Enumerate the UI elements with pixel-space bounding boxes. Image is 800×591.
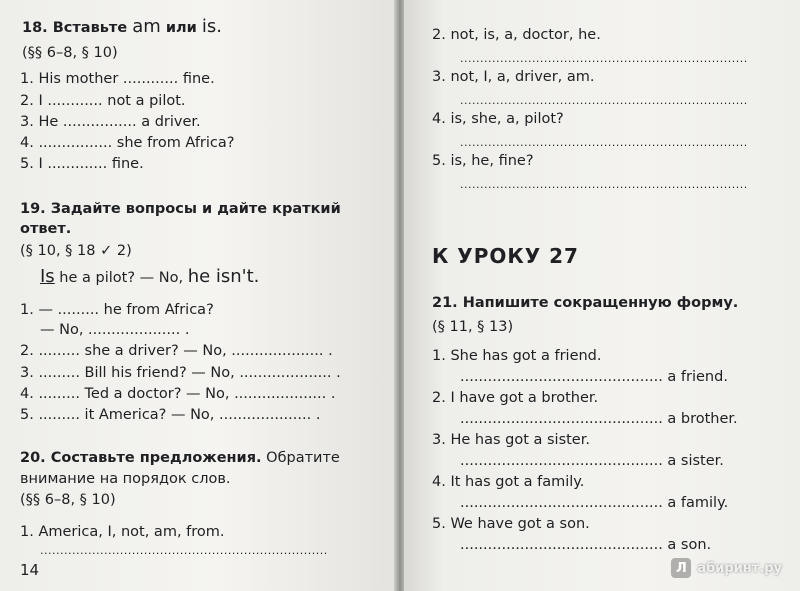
exercise-18-item: 3. He ................ a driver.	[20, 114, 201, 130]
example-question: he a pilot? — No,	[54, 270, 188, 286]
exercise-21-title: 21. Напишите сокращенную форму.	[432, 295, 739, 311]
labyrinth-logo-icon: Л	[671, 558, 691, 578]
exercise-18-title	[22, 18, 222, 37]
answer-line: ........................................................................	[40, 544, 328, 557]
exercise-20-item: 1. America, I, not, am, from.	[20, 524, 225, 540]
exercise-19-title-line2: ответ.	[20, 221, 72, 237]
left-page	[0, 0, 396, 591]
answer-line: ........................................................................	[460, 52, 748, 65]
exercise-19-item: 4. ......... Ted a doctor? — No, .................... .	[20, 386, 336, 402]
exercise-19-ref: (§ 10, § 18 ✓ 2)	[20, 243, 132, 259]
exercise-18-word-am: am	[132, 16, 161, 37]
exercise-19-item: 1. — ......... he from Africa?	[20, 302, 214, 318]
exercise-20-item: 5. is, he, fine?	[432, 153, 534, 169]
exercise-20-ref: (§§ 6–8, § 10)	[20, 492, 116, 508]
exercise-21-item: 1. She has got a friend.	[432, 348, 602, 364]
example-is-word: Is	[40, 266, 55, 287]
example-answer: he isn't.	[187, 266, 260, 287]
exercise-18-item: 5. I ............. fine.	[20, 156, 144, 172]
exercise-21-answer: ............................................ a friend.	[460, 369, 728, 385]
exercise-19-title-line1: 19. Задайте вопросы и дайте краткий	[20, 201, 341, 217]
exercise-20-title	[20, 449, 340, 467]
exercise-21-answer: ............................................ a brother.	[460, 411, 738, 427]
exercise-19-example	[40, 268, 259, 287]
answer-line: ........................................................................	[460, 178, 748, 191]
watermark-text: абиринт.ру	[697, 560, 782, 576]
watermark	[671, 557, 782, 579]
exercise-20-note-line2: внимание на порядок слов.	[20, 471, 231, 487]
exercise-18-item: 4. ................ she from Africa?	[20, 135, 235, 151]
exercise-21-ref: (§ 11, § 13)	[432, 319, 514, 335]
exercise-20-note: Обратите	[261, 450, 340, 466]
answer-line: ........................................................................	[460, 94, 748, 107]
exercise-21-item: 4. It has got a family.	[432, 474, 585, 490]
exercise-18-title-text: 18. Вставьте	[22, 20, 133, 36]
exercise-21-item: 2. I have got a brother.	[432, 390, 599, 406]
exercise-20-item: 4. is, she, a, pilot?	[432, 111, 564, 127]
exercise-19-item: 2. ......... she a driver? — No, .................... .	[20, 343, 333, 359]
exercise-18-item: 1. His mother ............ fine.	[20, 71, 215, 87]
exercise-21-answer: ............................................ a sister.	[460, 453, 724, 469]
exercise-19-item: 5. ......... it America? — No, .................... .	[20, 407, 321, 423]
page-number: 14	[20, 561, 40, 579]
exercise-18-word-is: is.	[201, 16, 222, 37]
exercise-21-answer: ............................................ a family.	[460, 495, 729, 511]
exercise-18-item: 2. I ............ not a pilot.	[20, 93, 186, 109]
exercise-19-item: 3. ......... Bill his friend? — No, .................... .	[20, 365, 341, 381]
lesson-header: К УРОКУ 27	[432, 244, 579, 268]
exercise-18-word-or: или	[160, 20, 202, 36]
exercise-18-ref: (§§ 6–8, § 10)	[22, 45, 118, 61]
exercise-20-title-text: 20. Составьте предложения.	[20, 450, 262, 466]
exercise-19-item: — No, .................... .	[40, 322, 190, 338]
answer-line: ........................................................................	[460, 136, 748, 149]
exercise-20-item: 3. not, I, a, driver, am.	[432, 69, 595, 85]
exercise-21-item: 3. He has got a sister.	[432, 432, 590, 448]
right-page	[404, 0, 800, 591]
exercise-20-item: 2. not, is, a, doctor, he.	[432, 27, 601, 43]
exercise-21-answer: ............................................ a son.	[460, 537, 712, 553]
exercise-21-item: 5. We have got a son.	[432, 516, 590, 532]
